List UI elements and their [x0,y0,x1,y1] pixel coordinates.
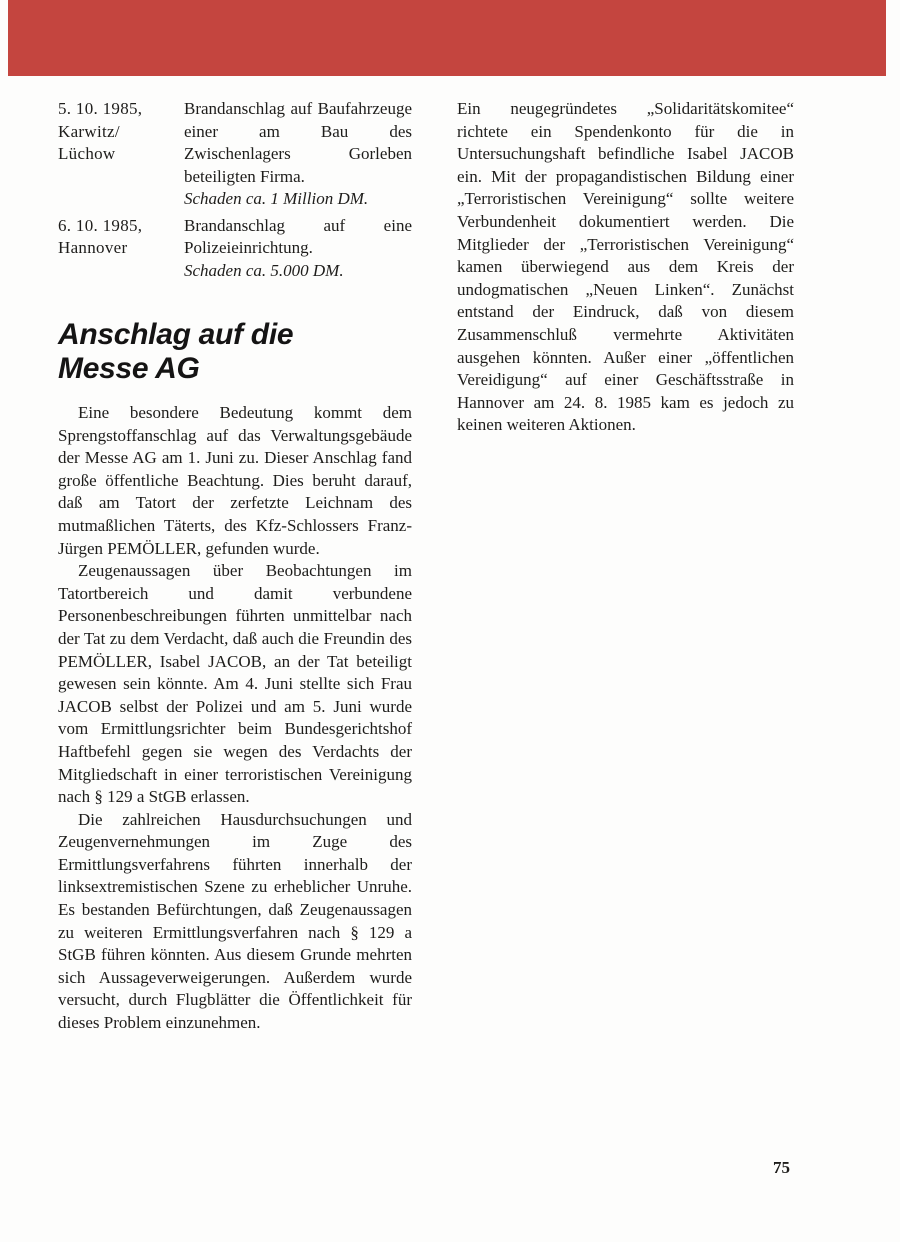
right-column [457,98,794,437]
incident-entry [58,98,412,211]
body-paragraph: Ein neugegründetes „Solidaritätskomitee“ richtete ein Spendenkonto für die in Untersuchungshaft befindliche Isabel JACOB ein. Mit der propagandistischen Bildung einer „Terroristischen Vereinigung“ sollte weitere Verbundenheit dokumentiert werden. Die Mitglieder der „Terroristischen Vereinigung“ kamen überwiegend aus dem Kreis der undogmatischen „Neuen Linken“. Zunächst entstand der Eindruck, daß von diesem Zusammenschluß vermehrte Aktivitäten ausgehen könnten. Außer einer „öffentlichen Vereidigung“ auf einer Geschäftsstraße in Hannover am 24. 8. 1985 kam es jedoch zu keinen weiteren Aktionen. [457,99,794,435]
incident-text: Brandanschlag auf Baufahrzeuge einer am Bau des Zwischenlagers Gorleben beteiligten Firma. [184,99,412,186]
header-color-band [8,0,886,76]
incident-text: Brandanschlag auf eine Polizeieinrichtung. [184,215,412,257]
incident-place: Lüchow [58,144,116,163]
incident-date-place [58,215,184,283]
section-heading [58,318,412,386]
incident-description [184,98,412,211]
incident-date-place [58,98,184,211]
incident-date: 5. 10. 1985, [58,99,143,118]
incident-damage: Schaden ca. 5.000 DM. [184,260,344,280]
body-paragraph: Eine besondere Bedeutung kommt dem Sprengstoffanschlag auf das Verwaltungsgebäude der Messe AG am 1. Juni zu. Dieser Anschlag fand große öffentliche Beachtung. Dies beruht darauf, daß am Tatort der zerfetzte Leichnam des mutmaßlichen Täterts, des Kfz-Schlossers Franz-Jürgen PEMÖLLER, gefunden wurde. [58,403,412,558]
incident-place: Hannover [58,238,128,257]
body-paragraph: Zeugenaussagen über Beobachtungen im Tatortbereich und damit verbundene Personenbeschreibungen führten unmittelbar nach der Tat zu dem Verdacht, daß auch die Freundin des PEMÖLLER, Isabel JACOB, an der Tat beteiligt gewesen sein könnte. Am 4. Juni stellte sich Frau JACOB selbst der Polizei und am 5. Juni wurde vom Ermittlungsrichter beim Bundesgerichtshof Haftbefehl gegen sie wegen des Verdachts der Mitgliedschaft in einer terroristischen Vereinigung nach § 129 a StGB erlassen. [58,561,412,807]
incident-damage: Schaden ca. 1 Million DM. [184,189,369,208]
section-heading-line: Messe AG [58,352,200,385]
body-paragraph: Die zahlreichen Hausdurchsuchungen und Zeugenvernehmungen im Zuge des Ermittlungsverfahrens führten innerhalb der linksextremistischen Szene zu erheblicher Unruhe. Es bestanden Befürchtungen, daß Zeugenaussagen zu weiteren Ermittlungsverfahren nach § 129 a StGB führen könnten. Aus diesem Grunde mehrten sich Aussageverweigerungen. Außerdem wurde versucht, durch Flugblätter die Öffentlichkeit für dieses Problem einzunehmen. [58,809,412,1033]
incident-place: Karwitz/ [58,121,120,141]
left-column [58,98,412,1035]
incident-description [184,215,412,283]
incident-entry [58,215,412,283]
page-number: 75 [773,1158,790,1177]
section-heading-line: Anschlag auf die [58,318,294,351]
incident-date: 6. 10. 1985, [58,215,143,235]
